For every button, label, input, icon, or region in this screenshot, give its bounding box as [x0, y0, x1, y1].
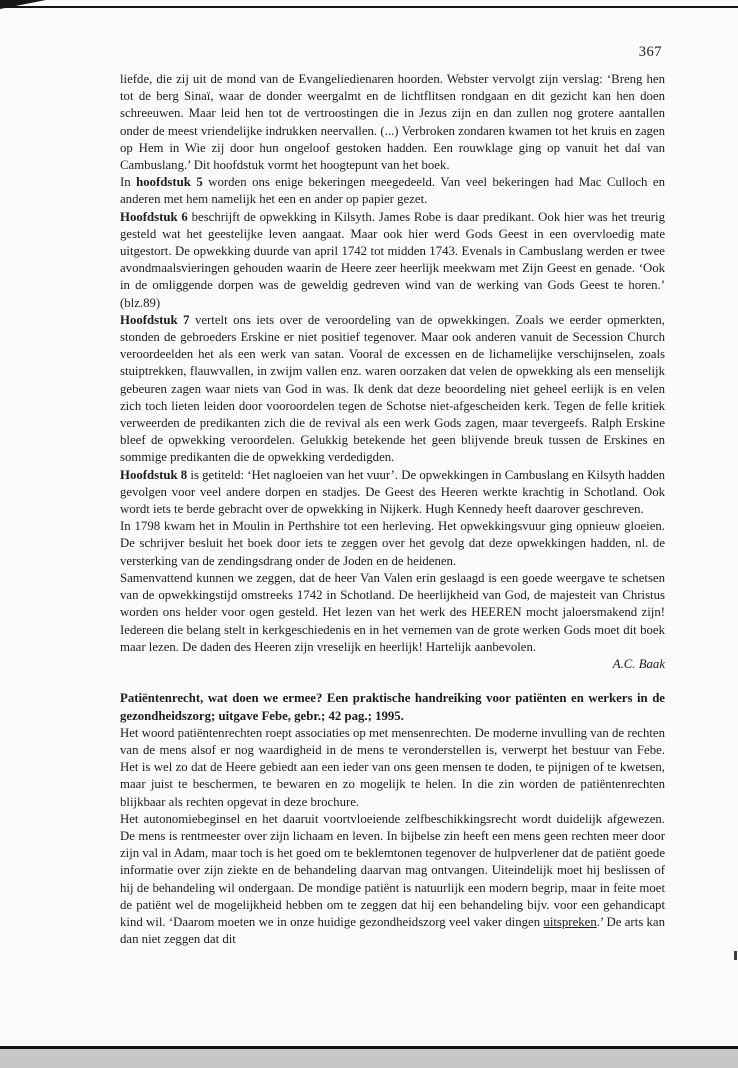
bold-text: hoofdstuk 5: [136, 175, 203, 190]
scan-artifact-right-edge: [734, 951, 737, 960]
text-segment: In: [120, 175, 137, 190]
text-segment: liefde, die zij uit de mond van de Evangeliedienaren hoorden. Webster vervolgt zijn verslag: ‘Breng hen tot de berg Sinaï, waar de donder weergalmt en de lichtflitsen rondgaan en dit gezicht kan hen doen schreeuwen. Maar leid hen tot de vertroostingen die in Jezus zijn en dan zullen nog grotere aantallen onder de meest vriendelijke indrukken neervallen. (...) Verbroken zondaren kwamen tot het kruis en zagen op Hem in Wie zij door hun ongeloof gestoken hadden. Een rouwklage ging op vanuit het dal van Cambuslang.’ Dit hoofdstuk vormt het hoogtepunt van het boek.: [120, 72, 665, 173]
paragraph: [120, 518, 665, 570]
underlined-text: uitspreken: [543, 914, 597, 929]
text-segment: vertelt ons iets over de veroordeling van de opwekkingen. Zoals we eerder opmerkten, stonden de gebroeders Erskine er niet positief tegenover. Maar ook anderen vanuit de Secession Church veroordeelden het als een werk van satan. Vooral de excessen en de lichamelijke verschijnselen, zoals stuiptrekken, flauwvallen, in zwijm vallen enz. waren oorzaken dat velen de opwekking als een menselijk gebeuren zagen waar niets van God in was. Ik denk dat deze beoordeling niet geheel eerlijk is en velen zich toch lieten leiden door vooroordelen tegen de Schotse niet-afgescheiden kerk. Tegen de felle kritiek verweerden de predikanten zich die de revival als een werk Gods zagen, maar tevergeefs. Ralph Erskine bleef de opwekking veroordelen. Gelukkig betekende het geen blijvende breuk tussen de Erskines en sommige predikanten die de opwekking verdedigden.: [120, 312, 665, 465]
text-segment: .’ De arts kan dan niet zeggen dat dit: [120, 914, 665, 947]
text-segment: In 1798 kwam het in Moulin in Perthshire tot een herleving. Het opwekkingsvuur ging opnieuw gloeien. De schrijver besluit het boek door iets te zeggen over het gevolg dat deze opwekkingen hadden, nl. de versterking van de zendingsdrang onder de Joden en de heidenen.: [120, 519, 665, 568]
bold-text: Hoofdstuk 7: [120, 312, 190, 327]
scan-margin-bottom: [0, 1049, 738, 1068]
text-segment: is getiteld: ‘Het nagloeien van het vuur’. De opwekkingen in Cambuslang en Kilsyth hadden gevolgen voor veel andere dorpen en stadjes. De Geest des Heeren werkte krachtig in Schotland. Ook wordt iets te berde gebracht over de opwekking in Nijkerk. Hugh Kennedy heeft daarover geschreven.: [120, 467, 666, 517]
bold-text: Hoofdstuk 6: [120, 209, 188, 224]
text-segment: beschrijft de opwekking in Kilsyth. James Robe is daar predikant. Ook hier was het treurig gesteld wat het geestelijke leven aangaat. Maar ook hier werd Gods Geest in een overvloedig mate uitgestort. De opwekking duurde van april 1742 tot midden 1743. Evenals in Cambuslang werden er twee avondmaalsvieringen gehouden waarin de Heere zeer heerlijk meekwam met Zijn Geest en genade. ‘Ook in de omliggende dorpen was de geweldig gedreven wind van de werking van Gods Geest te horen.’ (blz.89): [120, 209, 665, 310]
review-title: Patiëntenrecht, wat doen we ermee? Een praktische handreiking voor patiënten en werkers in de gezondheidszorg; uitgave Febe, gebr.; 42 pag.; 1995.: [120, 691, 665, 723]
reviewer-signature: A.C. Baak: [612, 656, 665, 671]
page-number: 367: [638, 44, 662, 60]
scan-edge-top: [0, 6, 738, 8]
paragraph: [120, 174, 665, 208]
paragraph: [120, 811, 665, 949]
text-segment: Het woord patiëntenrechten roept associaties op met mensenrechten. De moderne invulling van de rechten van de mens alsof er nog waardigheid in de mens te veronderstellen is, verwerpt het bestuur van Febe. Het is wel zo dat de Heere gebiedt aan een ieder van ons geen mensen te doden, te pijnigen of te kwetsen, maar juist te beschermen, te bewaren en zo mogelijk te helen. In die zin worden de patiëntenrechten blijkbaar als rechten opgevat in deze brochure.: [120, 725, 665, 809]
bold-text: Hoofdstuk 8: [120, 467, 188, 482]
text-segment: Het autonomiebeginsel en het daaruit voortvloeiende zelfbeschikkingsrecht wordt duidelijk afgewezen. De mens is rentmeester over zijn lichaam en leven. In bijbelse zin heeft een mens geen rechten meer door zijn val in Adam, maar toch is het goed om te beklemtonen tegenover de hulpverlener dat de patiënt goede informatie over zijn ziekte en de behandeling daarvan mag ontvangen. Uiteindelijk moet hij beslissen of hij de behandeling wil ondergaan. De mondige patiënt is natuurlijk een modern begrip, maar in feite moet de patiënt wel de mogelijkheid hebben om te zeggen dat hij een behandeling bijv. voor een gehandicapt kind wil. ‘Daarom moeten we in onze huidige gezondheidszorg veel vaker dingen: [120, 811, 665, 929]
paragraph: [120, 725, 665, 811]
review-body: [120, 725, 665, 949]
paragraph: [120, 209, 665, 312]
paragraph: [120, 312, 665, 467]
paragraph: [120, 71, 665, 174]
text-block: [120, 71, 665, 948]
paragraph: [120, 570, 665, 656]
text-segment: Samenvattend kunnen we zeggen, dat de heer Van Valen erin geslaagd is een goede weergave te schetsen van de opwekkingstijd omstreeks 1742 in Schotland. De heerlijkheid van God, de majesteit van Christus worden ons helder voor ogen gesteld. Het lezen van het werk des HEEREN mocht jaloersmakend zijn! Iedereen die belang stelt in kerkgeschiedenis en in het vernemen van de grote werken Gods moet dit boek maar lezen. De daden des Heeren zijn vreselijk en heerlijk! Hartelijk aanbevolen.: [120, 570, 665, 654]
review-continuation-body: [120, 71, 665, 656]
paragraph: [120, 467, 665, 519]
text-segment: worden ons enige bekeringen meegedeeld. Van veel bekeringen had Mac Culloch en anderen met hem namelijk het een en ander op papier gezet.: [120, 175, 665, 207]
